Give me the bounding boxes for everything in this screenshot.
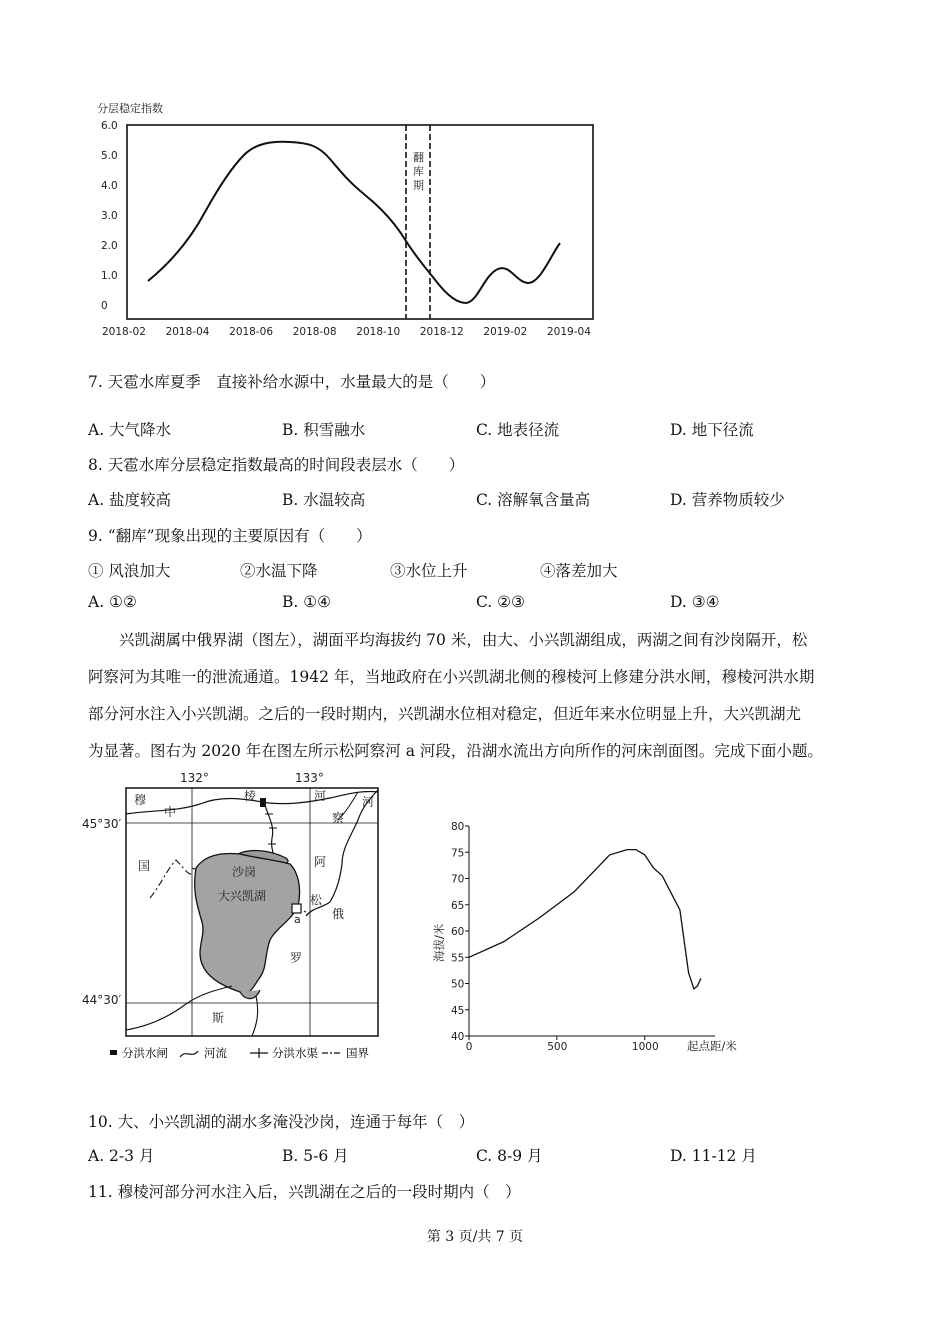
overturn-period-char: 期 <box>413 179 424 192</box>
legend-flood-gate-icon <box>110 1050 117 1055</box>
map-legend <box>110 1046 369 1060</box>
label-luo: 罗 <box>290 951 303 965</box>
question-10: 10. 大、小兴凯湖的湖水多淹没沙岗，连通于每年（ ） <box>88 1113 475 1131</box>
q10-option-c: C. 8-9 月 <box>476 1147 543 1165</box>
lat-4430-label: 44°30′ <box>82 993 122 1007</box>
chart1-y-tick-label: 6.0 <box>101 120 118 132</box>
legend-river: 河流 <box>204 1046 227 1060</box>
label-he-2: 河 <box>362 795 375 809</box>
legend-river-icon <box>180 1051 198 1057</box>
q8-option-a: A. 盐度较高 <box>88 491 172 509</box>
chart1-ylabel: 分层稳定指数 <box>97 102 163 115</box>
label-shagang: 沙岗 <box>232 865 257 879</box>
chart1-x-tick-label: 2018-02 <box>102 326 146 338</box>
q7-option-c: C. 地表径流 <box>476 421 560 439</box>
profile-x-label: 起点距/米 <box>687 1039 737 1053</box>
profile-y-tick-label: 65 <box>451 899 465 912</box>
q9-option-d: D. ③④ <box>670 593 720 611</box>
label-zhong: 中 <box>164 805 177 819</box>
chart1-x-ticks <box>102 326 591 338</box>
q9-reason-4: ④落差加大 <box>540 562 618 580</box>
q8-option-d: D. 营养物质较少 <box>670 491 785 509</box>
legend-flood-gate: 分洪水闸 <box>122 1046 168 1060</box>
chart1-y-ticks <box>101 120 118 312</box>
q10-option-b: B. 5-6 月 <box>282 1147 349 1165</box>
profile-y-label: 海拔/米 <box>432 923 446 962</box>
label-da-xingkai-lake: 大兴凯湖 <box>218 889 267 903</box>
profile-y-tick-label: 55 <box>451 952 465 965</box>
q9-option-b: B. ①④ <box>282 593 332 611</box>
overturn-period-label <box>413 150 424 192</box>
profile-y-tick-label: 60 <box>451 926 465 938</box>
q7-option-a: A. 大气降水 <box>88 421 172 439</box>
profile-y-tick-label: 45 <box>451 1004 465 1017</box>
stability-index-chart <box>80 95 620 345</box>
label-e: 俄 <box>332 907 345 921</box>
chart1-y-tick-label: 2.0 <box>101 240 118 252</box>
profile-y-tick-label: 75 <box>451 847 465 860</box>
q9-option-c: C. ②③ <box>476 593 525 611</box>
profile-x-tick-label: 500 <box>547 1041 568 1053</box>
label-he-1: 河 <box>314 789 327 803</box>
riverbed-profile-chart <box>425 812 765 1062</box>
question-7: 7. 天雹水库夏季 直接补给水源中，水量最大的是（ ） <box>88 373 496 391</box>
q9-reason-1: ① 风浪加大 <box>88 562 171 580</box>
passage-line-1: 兴凯湖属中俄界湖（图左），湖面平均海拔约 70 米，由大、小兴凯湖组成，两湖之间有沙岗隔开，松 <box>119 631 808 649</box>
label-ling: 棱 <box>244 789 257 803</box>
label-guo: 国 <box>138 859 151 873</box>
chart1-y-tick-label: 1.0 <box>101 270 118 282</box>
xingkai-lake-map <box>80 768 410 1068</box>
q9-reason-2: ②水温下降 <box>240 562 318 580</box>
lon-133-label: 133° <box>295 771 324 785</box>
profile-y-ticks <box>451 821 469 1043</box>
q7-option-d: D. 地下径流 <box>670 421 754 439</box>
profile-y-tick-label: 40 <box>451 1031 465 1043</box>
profile-y-tick-label: 70 <box>451 873 465 886</box>
label-song: 松 <box>310 893 323 907</box>
passage-line-2: 阿察河为其唯一的泄流通道。1942 年，当地政府在小兴凯湖北侧的穆棱河上修建分洪水闸，穆棱河洪水期 <box>88 668 815 686</box>
label-cha: 察 <box>332 811 345 825</box>
point-a-box <box>292 904 301 913</box>
q8-option-c: C. 溶解氧含量高 <box>476 491 591 509</box>
passage-line-3: 部分河水注入小兴凯湖。之后的一段时期内，兴凯湖水位相对稳定，但近年来水位明显上升，大兴凯湖尤 <box>88 705 802 723</box>
label-a: 阿 <box>314 855 327 869</box>
profile-x-tick-label: 0 <box>465 1041 473 1053</box>
passage-line-4: 为显著。图右为 2020 年在图左所示松阿察河 a 河段，沿湖水流出方向所作的河床剖面图。完成下面小题。 <box>88 742 823 760</box>
chart1-x-tick-label: 2018-10 <box>356 326 401 338</box>
flood-gate-icon <box>260 798 266 807</box>
question-8: 8. 天雹水库分层稳定指数最高的时间段表层水（ ） <box>88 456 465 474</box>
riverbed-profile-line <box>469 850 701 989</box>
question-9: 9. “翻库”现象出现的主要原因有（ ） <box>88 527 372 545</box>
chart1-y-tick-label: 0 <box>101 300 108 312</box>
profile-x-ticks <box>466 1036 659 1053</box>
profile-y-tick-label: 50 <box>451 978 465 991</box>
profile-y-tick-label: 80 <box>451 821 465 833</box>
chart1-y-tick-label: 3.0 <box>101 210 118 222</box>
q8-option-b: B. 水温较高 <box>282 491 366 509</box>
profile-x-tick-label: 1000 <box>631 1041 659 1053</box>
lat-4530-label: 45°30′ <box>82 817 122 831</box>
point-a-label: a <box>294 913 301 926</box>
label-si: 斯 <box>212 1011 225 1025</box>
passage <box>88 622 823 770</box>
chart1-frame <box>127 125 593 319</box>
chart1-y-tick-label: 5.0 <box>101 150 118 162</box>
chart1-x-tick-label: 2018-08 <box>292 326 337 338</box>
chart1-y-tick-label: 4.0 <box>101 180 118 192</box>
q7-option-b: B. 积雪融水 <box>282 421 366 439</box>
question-11: 11. 穆棱河部分河水注入后，兴凯湖在之后的一段时期内（ ） <box>88 1183 521 1201</box>
legend-border: 国界 <box>346 1046 369 1060</box>
overturn-period-char: 库 <box>413 165 424 178</box>
label-mu: 穆 <box>134 793 147 807</box>
chart1-x-tick-label: 2018-04 <box>165 326 210 338</box>
chart1-x-tick-label: 2019-04 <box>547 326 591 338</box>
page-footer: 第 3 页/共 7 页 <box>426 1229 524 1245</box>
stability-index-line <box>148 142 560 303</box>
chart1-x-tick-label: 2018-12 <box>419 326 464 338</box>
q10-option-a: A. 2-3 月 <box>88 1147 155 1165</box>
q9-option-a: A. ①② <box>88 593 137 611</box>
q10-option-d: D. 11-12 月 <box>670 1147 757 1165</box>
legend-channel-icon <box>250 1048 268 1058</box>
lon-132-label: 132° <box>180 771 209 785</box>
q9-reason-3: ③水位上升 <box>390 562 468 580</box>
chart1-x-tick-label: 2018-06 <box>229 326 274 338</box>
overturn-period-char: 翻 <box>413 151 424 164</box>
legend-flood-channel: 分洪水渠 <box>272 1046 318 1060</box>
chart1-x-tick-label: 2019-02 <box>483 326 528 338</box>
